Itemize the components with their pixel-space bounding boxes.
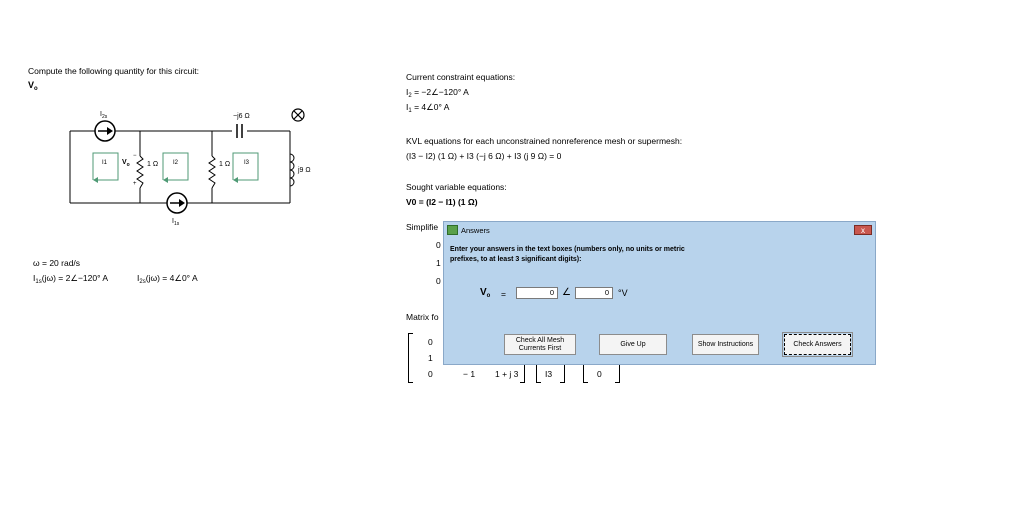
- angle-input[interactable]: 0: [575, 287, 613, 299]
- svg-text:+: +: [133, 181, 137, 187]
- current-source-i2s: [95, 121, 115, 141]
- give-up-button[interactable]: Give Up: [599, 334, 667, 355]
- simp-row-2: 1: [436, 258, 441, 268]
- current-source-i1s: [167, 193, 187, 213]
- vector-b-cell: 0: [597, 369, 602, 379]
- prompt-text: Compute the following quantity for this circuit:: [28, 66, 200, 76]
- circled-x-icon: [292, 109, 304, 121]
- unit-label: °V: [618, 288, 628, 298]
- show-instructions-button[interactable]: Show Instructions: [692, 334, 759, 355]
- kvl-equation: (I3 − I2) (1 Ω) + I3 (−j 6 Ω) + I3 (j 9 Ω) = 0: [406, 151, 562, 161]
- magnitude-input[interactable]: 0: [516, 287, 558, 299]
- svg-text:I1s: $I_{1s}$: [172, 218, 180, 227]
- cc-heading: Current constraint equations:: [406, 72, 516, 82]
- svg-text:−: −: [133, 153, 137, 159]
- dialog-title: Answers: [461, 226, 490, 235]
- kvl-heading: KVL equations for each unconstrained nonreference mesh or supermesh:: [406, 136, 683, 146]
- simplified-label: Simplifie: [406, 222, 439, 232]
- matrix-cell: 1: [428, 353, 433, 363]
- matrix-cell: 1 + j 3: [495, 369, 519, 379]
- close-button[interactable]: x: [854, 225, 872, 235]
- sought-equation: V0 = (I2 − I1) (1 Ω): [406, 197, 478, 207]
- dialog-title-bar[interactable]: [444, 222, 875, 238]
- matrix-left-bracket: [408, 333, 413, 383]
- omega-text: ω = 20 rad/s: [33, 258, 81, 268]
- cc-equation-1: $I_2$ = −2∠−120° A: [406, 87, 469, 99]
- mesh3-label: I3: [244, 160, 250, 166]
- sought-heading: Sought variable equations:: [406, 182, 507, 192]
- circuit-diagram: [60, 100, 340, 230]
- cc-equation-2: $I_1$ = 4∠0° A: [406, 102, 450, 114]
- check-answers-button[interactable]: Check Answers: [784, 334, 851, 355]
- matrix-cell: − 1: [463, 369, 476, 379]
- matrix-cell: 0: [428, 337, 433, 347]
- source2-text: $I_{2s}(j\omega)$ = 4∠0° A: [137, 273, 198, 285]
- source1-text: $I_{1s}(j\omega)$ = 2∠−120° A: [33, 273, 109, 285]
- vo-answer-label: $V_o$: [480, 287, 491, 299]
- sought-quantity: $V_o$: [28, 80, 38, 92]
- resistor1-label: 1 Ω: [147, 161, 159, 168]
- matrix-cell: 0: [428, 369, 433, 379]
- check-mesh-currents-button[interactable]: Check All Mesh Currents First: [504, 334, 576, 355]
- svg-text:I2s: $I_{2s}$: [100, 111, 108, 120]
- simp-row-1: 0: [436, 240, 441, 250]
- app-icon: [447, 225, 458, 235]
- matrix-label: Matrix fo: [406, 312, 439, 322]
- vo-label: $V_o$: [122, 159, 130, 168]
- equals-sign: =: [501, 289, 506, 299]
- inductor-label: j9 Ω: [298, 167, 311, 174]
- dialog-instructions: Enter your answers in the text boxes (numbers only, no units or metric prefixes, to at least 3 significant digits):: [450, 246, 685, 263]
- angle-symbol: ∠: [562, 287, 571, 298]
- capacitor-label: −j6 Ω: [233, 113, 250, 120]
- mesh1-label: I1: [102, 160, 108, 166]
- mesh2-label: I2: [173, 160, 179, 166]
- simp-row-3: 0: [436, 276, 441, 286]
- answers-dialog: [443, 221, 876, 365]
- vector-x-cell: I3: [545, 369, 553, 379]
- resistor2-label: 1 Ω: [219, 161, 231, 168]
